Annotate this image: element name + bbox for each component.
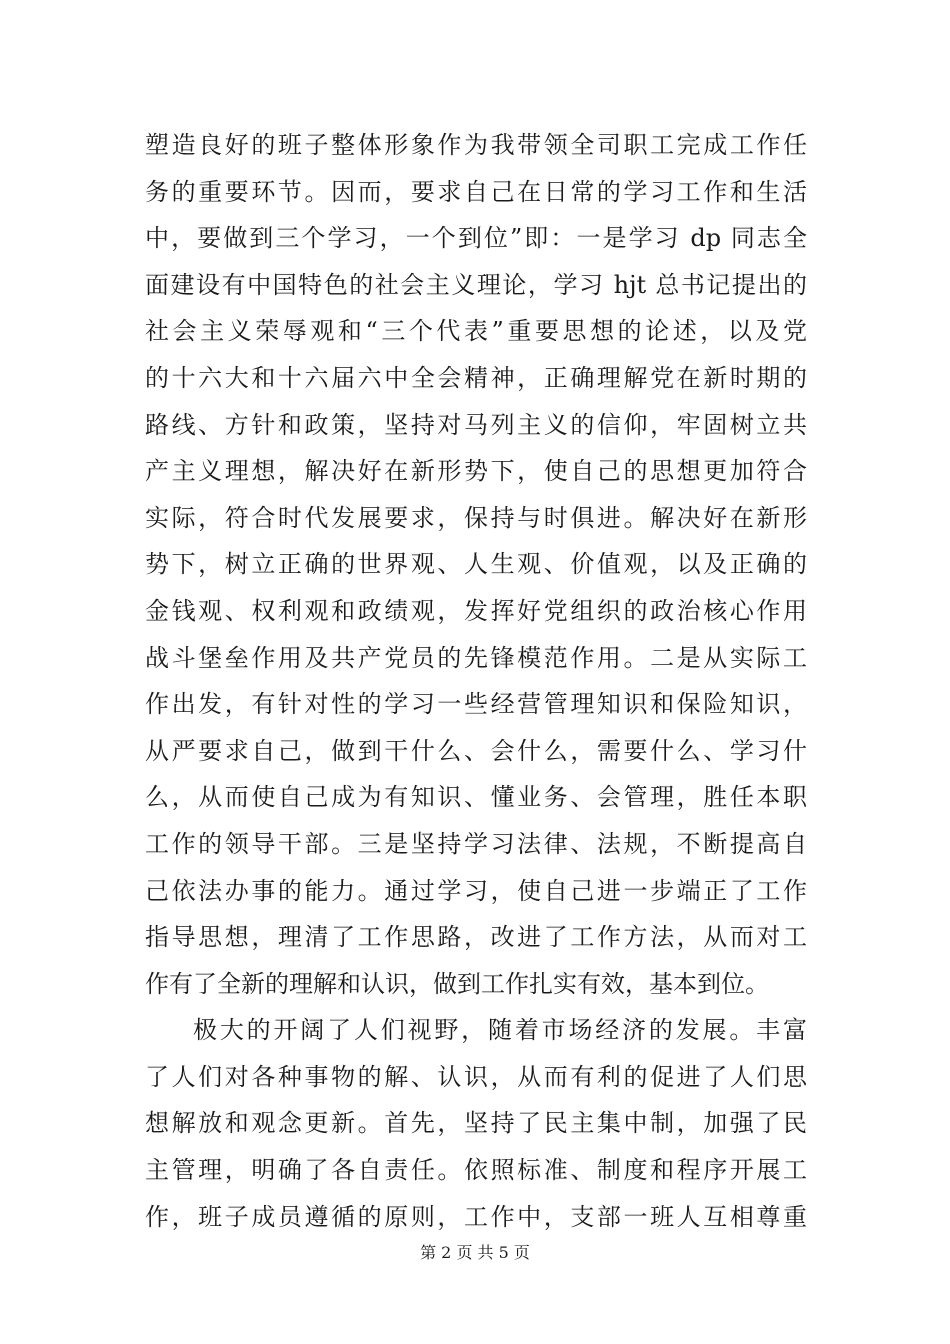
paragraph-1-line: 作出发，有针对性的学习一些经营管理知识和保险知识， xyxy=(145,690,807,719)
paragraph-1-line: 势下，树立正确的世界观、人生观、价值观，以及正确的 xyxy=(145,550,807,579)
paragraph-1-line: 工作的领导干部。三是坚持学习法律、法规，不断提高自 xyxy=(145,829,807,858)
paragraph-1-line: 塑造良好的班子整体形象作为我带领全司职工完成工作任 xyxy=(145,131,807,159)
paragraph-1-line: 路线、方针和政策，坚持对马列主义的信仰，牢固树立共 xyxy=(145,410,807,439)
paragraph-2-line: 极大的开阔了人们视野，随着市场经济的发展。丰富 xyxy=(193,1016,807,1045)
paragraph-1-line: 面建设有中国特色的社会主义理论，学习 hjt 总书记提出的 xyxy=(145,270,807,299)
paragraph-1-line: 中，要做到三个学习，一个到位”即：一是学习 dp 同志全 xyxy=(145,224,807,253)
paragraph-1-line: 的十六大和十六届六中全会精神，正确理解党在新时期的 xyxy=(145,363,807,392)
paragraph-2-line: 了人们对各种事物的解、认识，从而有利的促进了人们思 xyxy=(145,1062,807,1091)
body-text xyxy=(145,122,807,1240)
paragraph-1-line: 实际，符合时代发展要求，保持与时俱进。解决好在新形 xyxy=(145,503,807,532)
paragraph-1-line: 金钱观、权利观和政绩观，发挥好党组织的政治核心作用 xyxy=(145,596,807,625)
paragraph-1-line: 从严要求自己，做到干什么、会什么，需要什么、学习什 xyxy=(145,736,807,765)
paragraph-2-line: 主管理，明确了各自责任。依照标准、制度和程序开展工 xyxy=(145,1156,807,1185)
paragraph-1-line: 作有了全新的理解和认识，做到工作扎实有效，基本到位。 xyxy=(145,969,769,998)
paragraph-1-line: 战斗堡垒作用及共产党员的先锋模范作用。二是从实际工 xyxy=(145,643,807,672)
paragraph-1-line: 务的重要环节。因而，要求自己在日常的学习工作和生活 xyxy=(145,177,807,206)
paragraph-1-line: 产主义理想，解决好在新形势下，使自己的思想更加符合 xyxy=(145,457,807,486)
paragraph-1-line: 么，从而使自己成为有知识、懂业务、会管理，胜任本职 xyxy=(145,783,807,812)
page-footer: 第 2 页 共 5 页 xyxy=(420,1243,530,1262)
paragraph-2-line: 想解放和观念更新。首先，坚持了民主集中制，加强了民 xyxy=(145,1109,807,1138)
paragraph-1-line: 己依法办事的能力。通过学习，使自己进一步端正了工作 xyxy=(145,876,807,905)
paragraph-1-line: 社会主义荣辱观和“三个代表”重要思想的论述，以及党 xyxy=(145,317,807,346)
paragraph-2-line: 作，班子成员遵循的原则，工作中，支部一班人互相尊重 xyxy=(145,1202,807,1231)
paragraph-1-line: 指导思想，理清了工作思路，改进了工作方法，从而对工 xyxy=(145,923,807,952)
